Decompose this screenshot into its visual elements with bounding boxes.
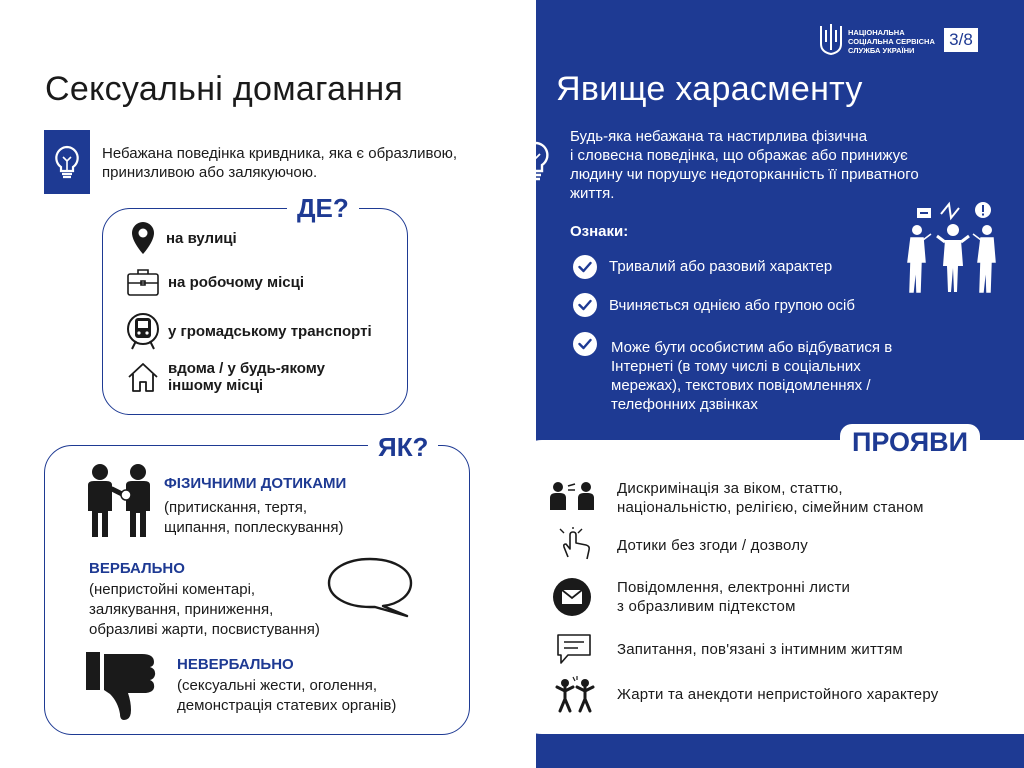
where-item-home: вдома / у будь-якому іншому місці [126,360,325,394]
trident-icon [818,22,844,58]
how-physical-title: ФІЗИЧНИМИ ДОТИКАМИ [164,475,347,492]
org-name-line: СЛУЖБА УКРАЇНИ [848,46,915,55]
light-bulb-icon [52,144,82,180]
speech-bubble-icon [325,555,415,619]
manifest-item: Запитання, пов'язані з інтимним життям [617,641,903,658]
how-physical-desc: (притискання, тертя, щипання, поплескування) [164,499,344,536]
check-icon [573,293,597,317]
check-icon [573,255,597,279]
org-name-line: НАЦІОНАЛЬНА [848,28,905,37]
hand-touch-icon [556,527,596,561]
where-label: ДЕ? [287,193,359,223]
people-arguing-icon [548,480,598,510]
where-item-work: на робочому місці [126,266,304,298]
manifest-label: ПРОЯВИ [840,424,980,460]
sign-item: Тривалий або разовий характер [609,258,833,275]
signs-label: Ознаки: [570,223,629,240]
how-verbal-desc: (непристойні коментарі, залякування, приниження, образливі жарти, посвистування) [89,581,320,638]
manifest-item: Дотики без згоди / дозволу [617,537,808,554]
check-icon [573,332,597,356]
where-item-street: на вулиці [128,220,237,256]
chat-bubble-icon [554,632,594,666]
briefcase-icon [126,266,160,298]
how-verbal-title: ВЕРБАЛЬНО [89,560,185,577]
people-arguing-illustration-icon [903,200,1003,296]
left-title: Сексуальні домагання [45,70,404,108]
envelope-icon [552,577,592,617]
how-label: ЯК? [368,432,438,462]
light-bulb-icon [520,140,550,184]
house-icon [126,360,160,394]
where-item-transport: у громадському транспорті [126,311,372,351]
page-counter: 3/8 [944,28,978,52]
train-icon [126,311,160,351]
thumbs-down-icon [84,650,158,722]
sign-item: Вчиняється однією або групою осіб [609,297,855,314]
manifest-item: Дискримінація за віком, статтю, національністю, релігією, сімейним станом [617,480,924,516]
two-people-icon [84,463,156,539]
left-intro: Небажана поведінка кривдника, яка є образливою, принизливою або залякуючою. [102,145,458,181]
right-title: Явище харасменту [556,70,863,108]
how-nonverbal-desc: (сексуальні жести, оголення, демонстрація статевих органів) [177,677,397,714]
org-name-line: СОЦІАЛЬНА СЕРВІСНА [848,37,935,46]
manifest-item: Жарти та анекдоти непристойного характеру [617,686,939,703]
sign-item: Може бути особистим або відбуватися в Інтернеті (в тому числі в соціальних мережах), текстових повідомленнях / телефонних дзвінках [611,339,893,413]
people-joking-icon [553,675,597,713]
map-pin-icon [128,220,158,256]
org-logo [818,22,940,58]
manifest-item: Повідомлення, електронні листи з образливим підтекстом [617,579,851,615]
how-nonverbal-title: НЕВЕРБАЛЬНО [177,656,294,673]
right-intro: Будь-яка небажана та настирлива фізична і словесна поведінка, що ображає або принижує людину чи порушує недоторканність її приватного життя. [570,128,919,202]
intro-bulb-box [44,130,90,194]
